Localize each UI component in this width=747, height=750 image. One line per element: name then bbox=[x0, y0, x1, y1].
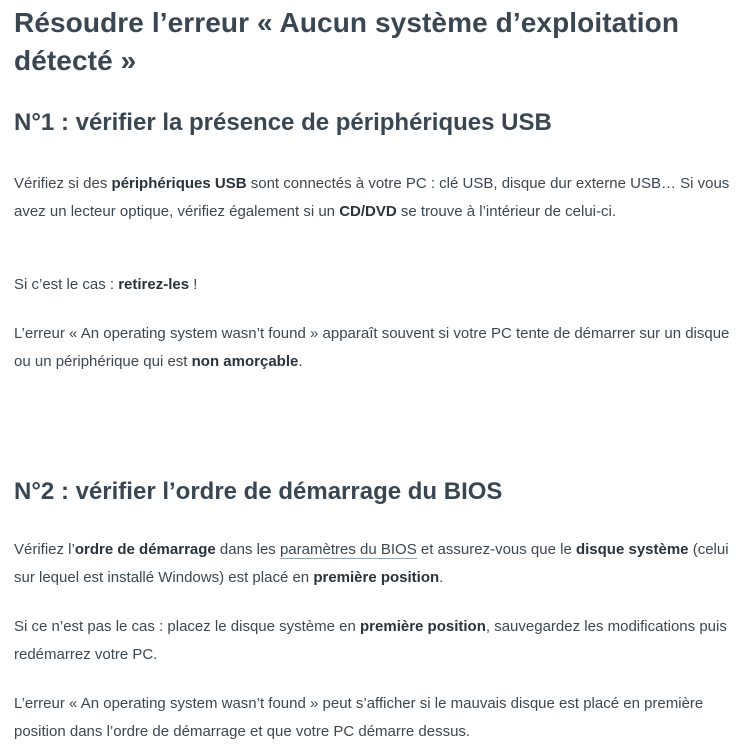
text: dans les bbox=[215, 541, 280, 558]
text: ! bbox=[189, 276, 198, 293]
bold-text: ordre de démarrage bbox=[74, 541, 216, 558]
bold-text: non amorçable bbox=[191, 353, 299, 370]
bold-text: CD/DVD bbox=[339, 203, 397, 220]
section-2-paragraph-3 bbox=[14, 690, 732, 746]
text: Vérifiez l’ bbox=[14, 541, 75, 558]
section-2-heading: N°2 : vérifier l’ordre de démarrage du BIOS bbox=[14, 478, 503, 505]
section-2-paragraph-2 bbox=[14, 613, 732, 669]
text: (celui sur lequel est installé Windows) est placé en bbox=[14, 541, 729, 586]
bold-text: disque système bbox=[575, 541, 689, 558]
text: sont connectés à votre PC : clé USB, disque dur externe USB… Si vous avez un lecteur optique, vérifiez également si un bbox=[14, 175, 730, 220]
text: se trouve à l’intérieur de celui-ci. bbox=[396, 203, 616, 220]
page-title: Résoudre l’erreur « Aucun système d’exploitation détecté » bbox=[14, 7, 680, 76]
section-1-heading: N°1 : vérifier la présence de périphériques USB bbox=[14, 109, 552, 136]
bold-text: retirez-les bbox=[118, 276, 190, 293]
section-1-paragraph-2 bbox=[14, 271, 732, 299]
text: Si c’est le cas : bbox=[14, 276, 119, 293]
section-1-paragraph-1 bbox=[14, 170, 732, 226]
text: L’erreur « An operating system wasn’t found » peut s’afficher si le mauvais disque est placé en première position dans l’ordre de démarrage et que votre PC démarre dessus. bbox=[14, 695, 704, 740]
text: et assurez-vous que le bbox=[416, 541, 576, 558]
bios-settings-link[interactable]: paramètres du BIOS bbox=[279, 541, 417, 558]
text: L’erreur « An operating system wasn’t found » apparaît souvent si votre PC tente de démarrer sur un disque ou un périphérique qui est bbox=[14, 325, 730, 370]
bold-text: première position bbox=[313, 569, 440, 586]
bold-text: périphériques USB bbox=[111, 175, 247, 192]
text: . bbox=[439, 569, 444, 586]
text: Si ce n’est pas le cas : placez le disque système en bbox=[14, 618, 361, 635]
text: . bbox=[298, 353, 303, 370]
text: , sauvegardez les modifications puis redémarrez votre PC. bbox=[14, 618, 727, 663]
section-1-paragraph-3 bbox=[14, 320, 732, 376]
bold-text: première position bbox=[360, 618, 486, 635]
section-2-paragraph-1 bbox=[14, 536, 732, 592]
text: Vérifiez si des bbox=[14, 175, 112, 192]
